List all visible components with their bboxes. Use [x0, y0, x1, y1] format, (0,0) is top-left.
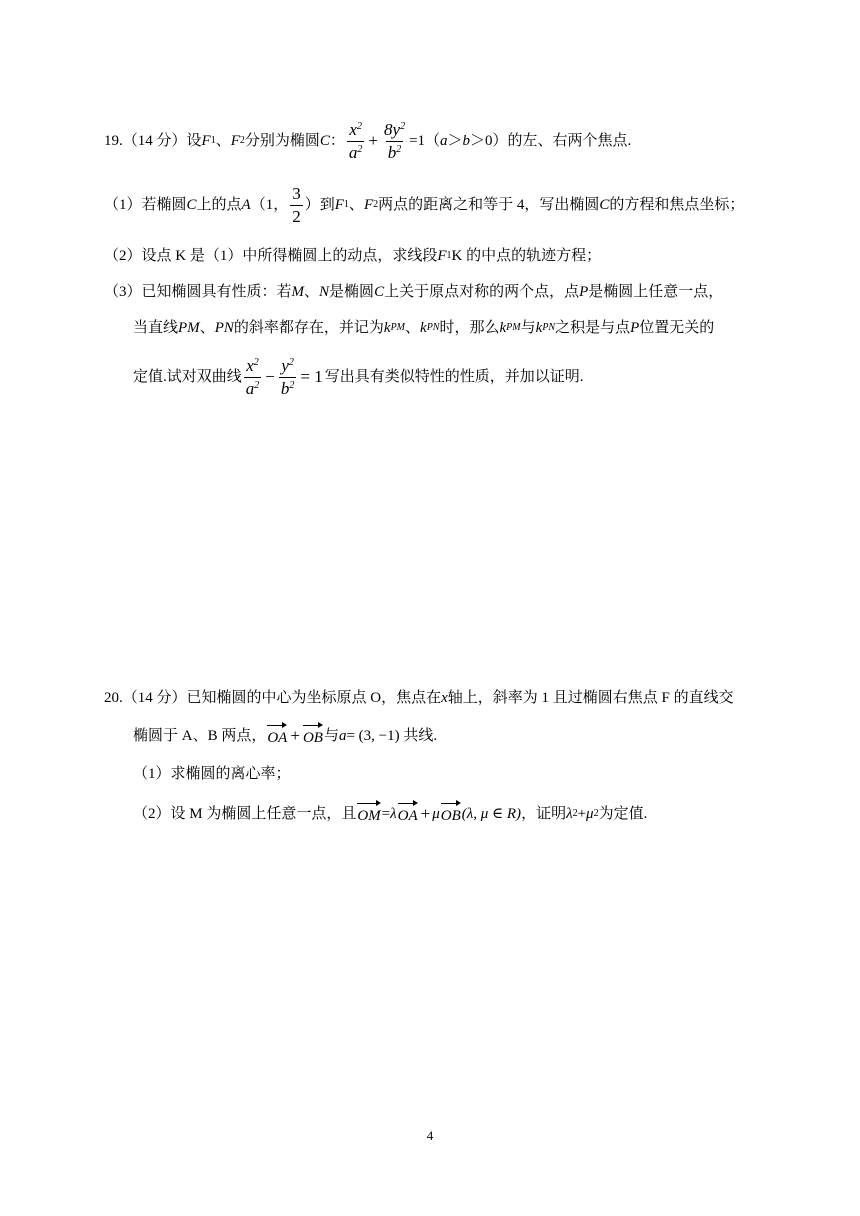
fraction-3-2: $\frac{3}{2}$ — [292, 183, 301, 226]
q19-title: 19.（14 分）设 F 1 、 F 2 分别为椭圆 C ： $\frac{x^2}{a^2}$ + $\frac{8y^2}{b^2}$ =1（ a ＞ b ＞0）的左、右两个焦点. — [104, 119, 632, 162]
fraction-x2-a2-hyperbola: $\frac{x^2}{a^2}$ — [245, 355, 260, 398]
vector-ob-2: OB — [441, 802, 461, 826]
q19-part3-line1: （3）已知椭圆具有性质：若 M 、 N 是椭圆 C 上关于原点对称的两个点，点 P 是椭圆上任意一点， — [104, 284, 724, 300]
fraction-y2-b2: $\frac{y^2}{b^2}$ — [280, 355, 295, 398]
vector-oa: OA — [267, 724, 287, 748]
vector-oa-2: OA — [398, 802, 418, 826]
q19-part3-line2: 当直线 PM 、 PN 的斜率都存在，并记为 k PM 、 k PN 时，那么 k PM 与 k PN 之积是与点 P 位置无关的 — [133, 320, 715, 336]
q20-line2: 椭圆于 A、B 两点， OA + OB 与 a = (3, −1) 共线. — [133, 726, 438, 746]
vector-ob: OB — [303, 724, 323, 748]
fraction-x2-a2: $\frac{x^2}{a^2}$ — [348, 119, 363, 162]
page-number: 4 — [426, 1128, 434, 1143]
q20-part2: （2）设 M 为椭圆上任意一点，且 OM = λ OA + μ OB (λ, μ ∈ R) ，证明 λ 2 + μ 2 为定值. — [133, 804, 648, 824]
vector-om: OM — [357, 802, 380, 826]
q20-title: 20.（14 分）已知椭圆的中心为坐标原点 O，焦点在 x 轴上，斜率为 1 且过椭圆右焦点 F 的直线交 — [104, 690, 734, 706]
fraction-8y2-b2: $\frac{8y^2}{b^2}$ — [384, 119, 406, 162]
q19-part2: （2）设点 K 是（1）中所得椭圆上的动点，求线段 F 1 K 的中点的轨迹方程； — [104, 248, 602, 264]
q19-part1: （1）若椭圆 C 上的点 A （1， $\frac{3}{2}$ ）到 F 1 、 F 2 两点的距离之和等于 4，写出椭圆 C 的方程和焦点坐标； — [104, 183, 745, 226]
q19-part3-line3: 定值.试对双曲线 $\frac{x^2}{a^2}$ − $\frac{y^2}{b^2}$ = 1 写出具有类似特性的性质，并加以证明. — [133, 355, 584, 398]
q20-part1: （1）求椭圆的离心率； — [133, 766, 291, 782]
